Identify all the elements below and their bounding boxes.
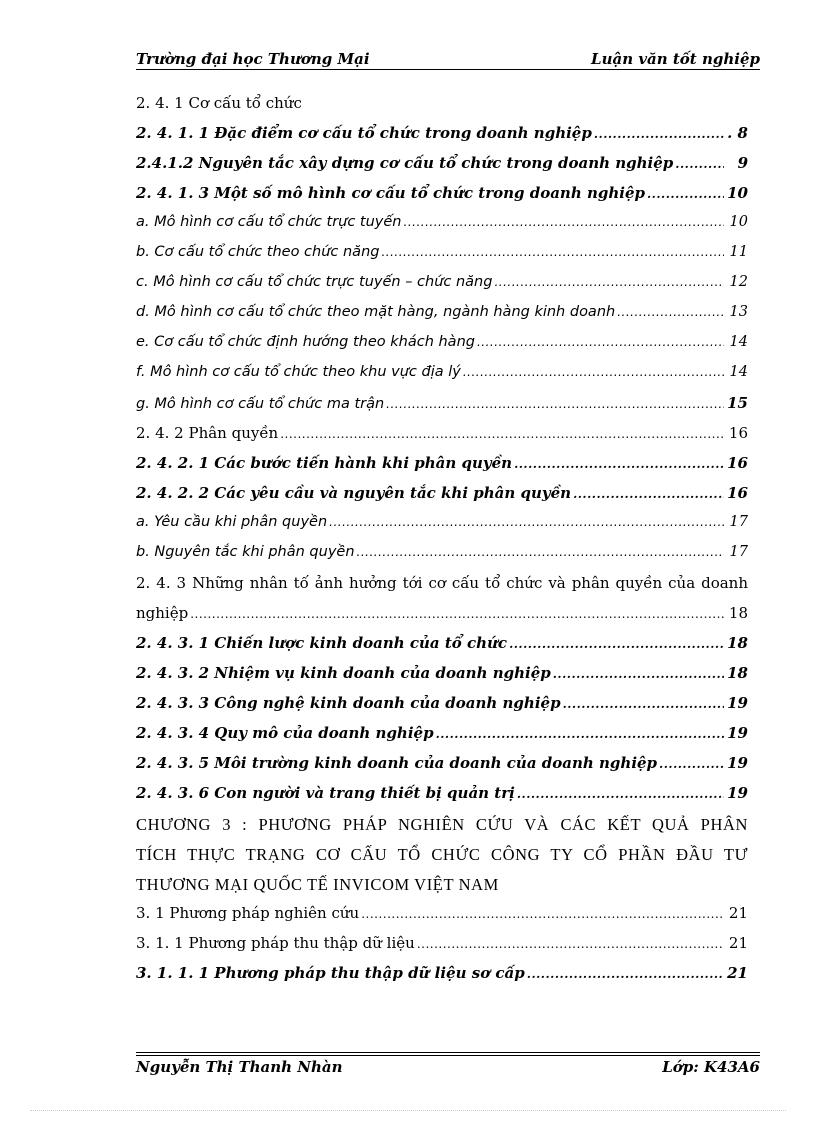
toc-leader (381, 245, 724, 259)
toc-entry (136, 510, 748, 540)
toc-entry-page: 10 (729, 214, 748, 230)
footer-author: Nguyễn Thị Thanh Nhàn (136, 1058, 343, 1076)
toc-entry (136, 360, 748, 390)
toc-entry (136, 420, 748, 450)
toc-entry (136, 750, 748, 780)
toc-entry (136, 480, 748, 510)
toc-leader (190, 607, 724, 621)
toc-entry-page: 16 (728, 424, 748, 442)
toc-entry-title: 3. 1. 1. 1 Phương pháp thu thập dữ liệu sơ cấp (136, 964, 525, 982)
toc-entry (136, 720, 748, 750)
toc-entry-page: . 8 (727, 124, 748, 142)
toc-entry-title: 2. 4. 3. 2 Nhiệm vụ kinh doanh của doanh nghiệp (136, 664, 551, 682)
toc-entry-page: 16 (727, 454, 748, 472)
toc-entry (136, 900, 748, 930)
toc-entry-page: 15 (727, 394, 748, 412)
toc-entry-title: 3. 1 Phương pháp nghiên cứu (136, 904, 360, 922)
toc-entry-page: 10 (727, 184, 748, 202)
toc-entry-title: 2. 4. 3. 1 Chiến lược kinh doanh của tổ chức (136, 634, 508, 652)
toc-entry-page: 19 (727, 754, 748, 772)
toc-entry-title-line2: nghiệp (136, 604, 189, 622)
toc-entry-title: c. Mô hình cơ cấu tổ chức trực tuyến – chức năng (136, 274, 493, 290)
toc-entry-title: 2. 4. 3. 3 Công nghệ kinh doanh của doanh nghiệp (136, 694, 561, 712)
toc-entry (136, 270, 748, 300)
toc-leader (477, 335, 724, 349)
toc-leader (594, 127, 724, 141)
toc-entry (136, 630, 748, 660)
toc-entry-page: 21 (728, 904, 748, 922)
toc-leader (514, 457, 724, 471)
toc-entry-page: 17 (729, 544, 748, 560)
toc-leader (563, 697, 724, 711)
page-header (136, 50, 760, 70)
toc-leader (527, 967, 724, 981)
toc-leader (659, 757, 724, 771)
toc-entry (136, 180, 748, 210)
table-of-contents (136, 90, 748, 990)
toc-entry-title: d. Mô hình cơ cấu tổ chức theo mặt hàng, ngành hàng kinh doanh (136, 304, 616, 320)
toc-entry (136, 150, 748, 180)
toc-leader (573, 487, 724, 501)
chapter-3-line3: THƯƠNG MẠI QUỐC TẾ INVICOM VIỆT NAM (136, 875, 499, 894)
toc-entry-title-line1: 2. 4. 3 Những nhân tố ảnh hưởng tới cơ cấu tổ chức và phân quyền của doanh (136, 574, 748, 592)
toc-entry-page: 18 (727, 664, 748, 682)
toc-leader (436, 727, 724, 741)
toc-entry-page: 19 (727, 724, 748, 742)
toc-entry (136, 690, 748, 720)
toc-leader (509, 637, 724, 651)
toc-leader (329, 515, 724, 529)
toc-leader (386, 397, 724, 411)
toc-entry-title: g. Mô hình cơ cấu tổ chức ma trận (136, 396, 385, 412)
toc-entry-page: 19 (727, 694, 748, 712)
toc-entry (136, 600, 748, 630)
toc-entry-title: 2. 4. 2 Phân quyền (136, 424, 279, 442)
toc-entry-title: b. Cơ cấu tổ chức theo chức năng (136, 244, 380, 260)
toc-entry-page: 14 (729, 364, 748, 380)
header-university: Trường đại học Thương Mại (136, 50, 370, 68)
toc-entry (136, 330, 748, 360)
toc-entry (136, 240, 748, 270)
toc-entry-title: 2. 4. 1. 3 Một số mô hình cơ cấu tổ chức trong doanh nghiệp (136, 184, 645, 202)
toc-entry-page: 9 (737, 154, 748, 172)
footer-class: Lớp: K43A6 (662, 1058, 760, 1076)
toc-entry (136, 660, 748, 690)
header-rule (136, 69, 760, 70)
toc-entry-title: 2. 4. 3. 4 Quy mô của doanh nghiệp (136, 724, 434, 742)
toc-entry-page: 11 (729, 244, 748, 260)
toc-entry-title: f. Mô hình cơ cấu tổ chức theo khu vực địa lý (136, 364, 461, 380)
toc-entry (136, 780, 748, 810)
toc-entry (136, 390, 748, 420)
toc-entry-title: b. Nguyên tắc khi phân quyền (136, 544, 355, 560)
toc-entry-page: 17 (729, 514, 748, 530)
toc-entry-title: a. Mô hình cơ cấu tổ chức trực tuyến (136, 214, 402, 230)
toc-entry-title: 2.4.1.2 Nguyên tắc xây dựng cơ cấu tổ chức trong doanh nghiệp (136, 154, 674, 172)
toc-entry-page: 14 (729, 334, 748, 350)
chapter-3-line1: CHƯƠNG 3 : PHƯƠNG PHÁP NGHIÊN CỨU VÀ CÁC KẾT QUẢ PHÂN (136, 815, 748, 834)
toc-entry (136, 210, 748, 240)
footer-rule (136, 1052, 760, 1053)
toc-entry (136, 90, 748, 120)
toc-leader (617, 305, 724, 319)
page-edge-dots (30, 1110, 786, 1111)
toc-leader (361, 907, 724, 921)
toc-leader (494, 275, 724, 289)
toc-leader (417, 937, 724, 951)
toc-leader (280, 427, 724, 441)
toc-entry-title: a. Yêu cầu khi phân quyền (136, 514, 328, 530)
toc-entry-title: 2. 4. 2. 1 Các bước tiến hành khi phân quyền (136, 454, 513, 472)
toc-entry-page: 12 (729, 274, 748, 290)
toc-leader (357, 545, 724, 559)
toc-leader (404, 215, 725, 229)
toc-entry (136, 540, 748, 570)
toc-entry-title: 2. 4. 1. 1 Đặc điểm cơ cấu tổ chức trong doanh nghiệp (136, 124, 592, 142)
toc-entry (136, 120, 748, 150)
toc-entry-page: 19 (727, 784, 748, 802)
toc-entry (136, 300, 748, 330)
toc-entry-title: 2. 4. 3. 6 Con người và trang thiết bị quản trị (136, 784, 515, 802)
toc-leader (553, 667, 724, 681)
toc-entry-page: 13 (729, 304, 748, 320)
toc-entry-wrapped (136, 570, 748, 600)
toc-entry-title: e. Cơ cấu tổ chức định hướng theo khách hàng (136, 334, 475, 350)
chapter-3-heading (136, 810, 748, 900)
toc-entry-page: 18 (727, 634, 748, 652)
toc-entry-page: 21 (727, 964, 748, 982)
toc-entry-title: 2. 4. 2. 2 Các yêu cầu và nguyên tắc khi phân quyền (136, 484, 572, 502)
toc-entry-page: 16 (727, 484, 748, 502)
header-document-type: Luận văn tốt nghiệp (591, 50, 760, 68)
chapter-3-line2: TÍCH THỰC TRẠNG CƠ CẤU TỔ CHỨC CÔNG TY CỔ PHẦN ĐẦU TƯ (136, 845, 748, 864)
toc-entry (136, 450, 748, 480)
toc-entry-page: 21 (728, 934, 748, 952)
toc-leader (517, 787, 724, 801)
toc-leader (675, 157, 724, 171)
toc-entry-title: 2. 4. 3. 5 Môi trường kinh doanh của doanh của doanh nghiệp (136, 754, 658, 772)
footer-rule (136, 1055, 760, 1056)
toc-entry-title: 2. 4. 1 Cơ cấu tổ chức (136, 94, 302, 112)
toc-entry-title: 3. 1. 1 Phương pháp thu thập dữ liệu (136, 934, 415, 952)
page-footer (136, 1058, 760, 1078)
toc-entry (136, 960, 748, 990)
toc-leader (463, 365, 724, 379)
toc-entry (136, 930, 748, 960)
toc-leader (647, 187, 724, 201)
toc-entry-page: 18 (728, 604, 748, 622)
